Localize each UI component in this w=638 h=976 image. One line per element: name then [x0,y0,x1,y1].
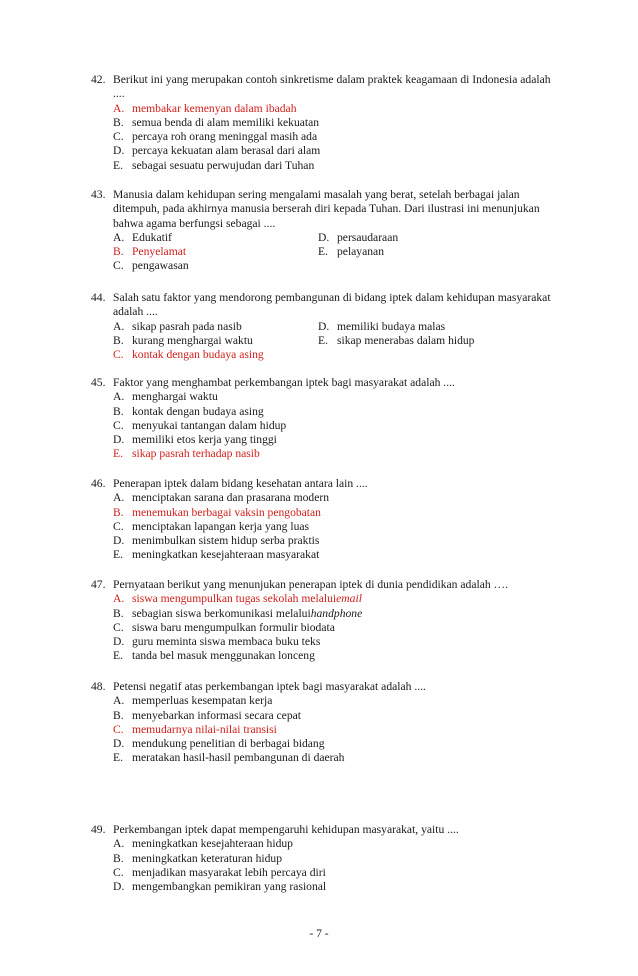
options-list [113,320,561,363]
question-stem [91,73,561,102]
option-c: C. kontak dengan budaya asing [113,348,264,362]
question-stem [91,291,561,320]
option-d: D. memiliki etos kerja yang tinggi [113,433,277,447]
question-stem [91,477,561,491]
option-b: B. sebagian siswa berkomunikasi melalui handphone [113,606,363,620]
question-text: Salah satu faktor yang mendorong pembangunan di bidang iptek dalam kehidupan masyarakat adalah .... [113,291,551,319]
option-d: D. mendukung penelitian di berbagai bidang [113,737,325,751]
option-e: E. meratakan hasil-hasil pembangunan di daerah [113,751,345,765]
question-number: 44. [91,291,106,304]
question-42 [91,73,561,173]
question-number: 47. [91,578,106,591]
question-text: Faktor yang menghambat perkembangan iptek bagi masyarakat adalah .... [113,376,455,389]
option-a: A. sikap pasrah pada nasib [113,319,242,333]
option-c: C. menjadikan masyarakat lebih percaya diri [113,865,326,879]
option-a: A. menciptakan sarana dan prasarana modern [113,491,329,505]
question-number: 42. [91,73,106,86]
option-a: A. menghargai waktu [113,390,218,404]
option-a: A. membakar kemenyan dalam ibadah [113,101,297,115]
options-list [113,694,561,765]
option-e: E. meningkatkan kesejahteraan masyarakat [113,548,320,562]
question-number: 46. [91,477,106,490]
option-c: C. menyukai tantangan dalam hidup [113,418,287,432]
question-number: 45. [91,376,106,389]
question-stem [91,376,561,390]
question-46 [91,477,561,563]
question-45 [91,376,561,462]
question-text: Berikut ini yang merupakan contoh sinkretisme dalam praktek keagamaan di Indonesia adalah .... [113,73,551,101]
option-d: D. guru meminta siswa membaca buku teks [113,635,321,649]
option-b: B. Penyelamat [113,245,187,259]
option-b: B. kurang menghargai waktu [113,333,253,347]
option-e: E. sikap menerabas dalam hidup [318,333,475,347]
option-c: C. pengawasan [113,259,189,273]
option-d: D. memiliki budaya malas [318,319,446,333]
question-stem [91,188,561,231]
question-44 [91,291,561,362]
question-text: Penerapan iptek dalam bidang kesehatan antara lain .... [113,477,368,490]
question-number: 43. [91,188,106,201]
option-d: D. mengembangkan pemikiran yang rasional [113,880,327,894]
question-text: Perkembangan iptek dapat mempengaruhi kehidupan masyarakat, yaitu .... [113,823,459,836]
options-list [113,390,561,461]
question-number: 48. [91,680,106,693]
question-text: Manusia dalam kehidupan sering mengalami masalah yang berat, setelah berbagai jalan ditempuh, pada akhirnya manusia berserah diri kepada Tuhan. Dari ilustrasi ini menunjukan bahwa agama berfungsi sebagai .... [113,188,540,230]
option-d: D. menimbulkan sistem hidup serba praktis [113,534,320,548]
options-list [113,102,561,173]
page-number: - 7 - [309,927,329,940]
question-stem [91,680,561,694]
option-e: E. sikap pasrah terhadap nasib [113,447,260,461]
option-a: A. memperluas kesempatan kerja [113,694,273,708]
option-a: A. meningkatkan kesejahteraan hidup [113,837,293,851]
option-b: B. kontak dengan budaya asing [113,404,264,418]
question-47 [91,578,561,664]
option-b: B. meningkatkan keteraturan hidup [113,851,283,865]
option-c: C. menciptakan lapangan kerja yang luas [113,519,310,533]
options-list [113,491,561,562]
option-c: C. siswa baru mengumpulkan formulir biodata [113,620,335,634]
option-d: D. percaya kekuatan alam berasal dari alam [113,144,321,158]
options-list [113,592,561,663]
question-43 [91,188,561,274]
question-text: Petensi negatif atas perkembangan iptek bagi masyarakat adalah .... [113,680,426,693]
option-a: A. siswa mengumpulkan tugas sekolah melalui email [113,592,362,606]
options-list [113,837,561,894]
option-b: B. menyebarkan informasi secara cepat [113,708,301,722]
option-b: B. menemukan berbagai vaksin pengobatan [113,505,321,519]
question-text: Pernyataan berikut yang menunjukan penerapan iptek di dunia pendidikan adalah …. [113,578,509,591]
option-a: A. Edukatif [113,230,172,244]
option-c: C. percaya roh orang meninggal masih ada [113,130,318,144]
options-list [113,231,561,274]
option-e: E. sebagai sesuatu perwujudan dari Tuhan [113,158,315,172]
question-48 [91,680,561,766]
option-b: B. semua benda di alam memiliki kekuatan [113,115,320,129]
option-c: C. memudarnya nilai-nilai transisi [113,722,277,736]
question-stem [91,823,561,837]
option-e: E. pelayanan [318,245,384,259]
question-stem [91,578,561,592]
option-e: E. tanda bel masuk menggunakan lonceng [113,649,315,663]
option-d: D. persaudaraan [318,230,399,244]
question-49 [91,823,561,894]
question-number: 49. [91,823,106,836]
